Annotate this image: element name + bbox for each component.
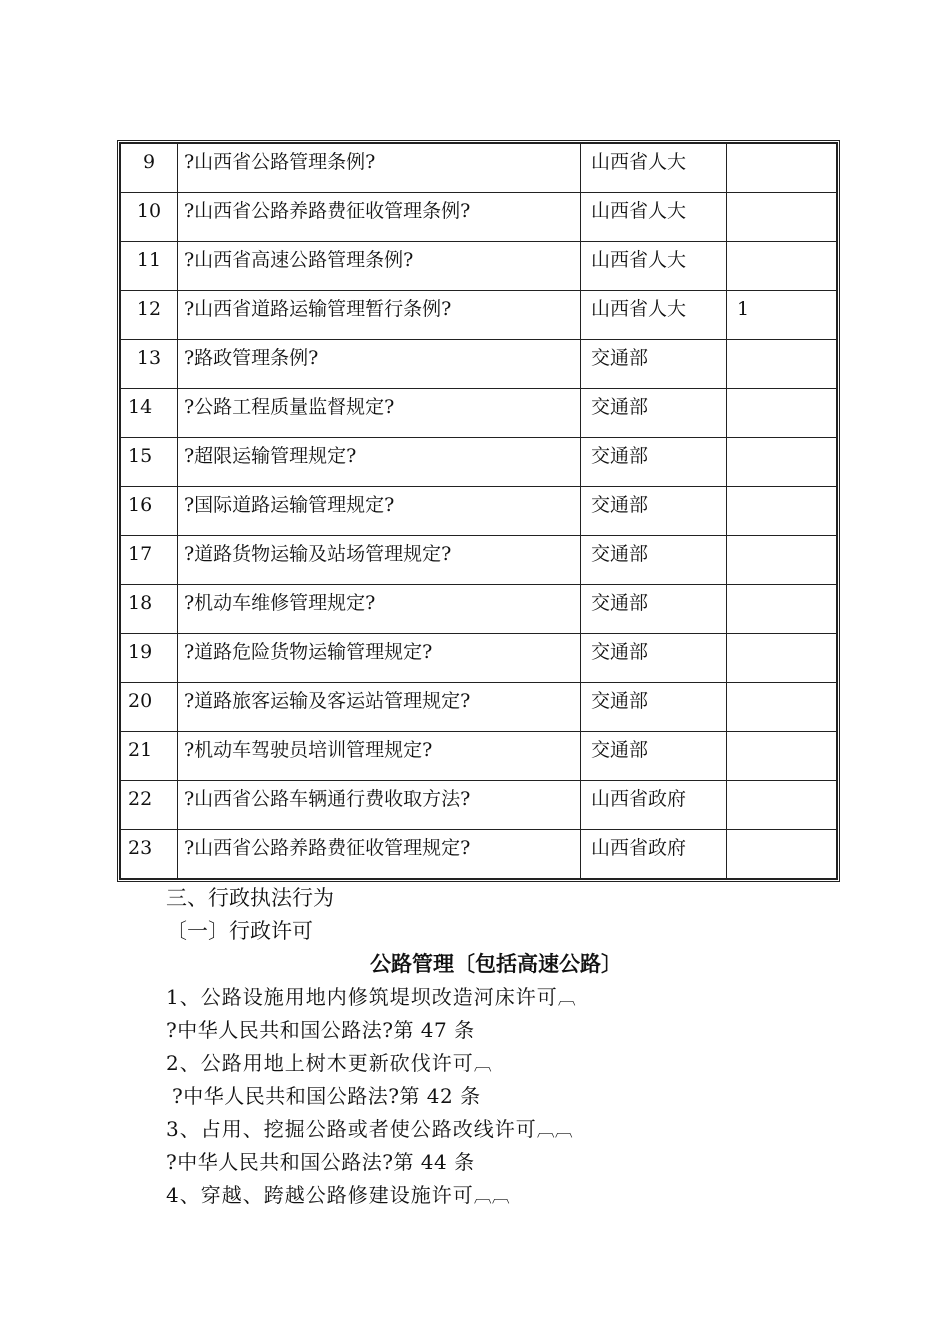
remarks-cell [727, 389, 837, 438]
table-row [121, 585, 837, 634]
regulation-name-cell-text: ?机动车维修管理规定? [184, 592, 376, 613]
remarks-cell [727, 242, 837, 291]
row-number-cell-text: 10 [136, 200, 162, 221]
table-row [121, 487, 837, 536]
regulation-name-cell-text: ?路政管理条例? [184, 347, 319, 368]
regulation-name-cell [178, 634, 581, 683]
regulation-name-cell-text: ?公路工程质量监督规定? [184, 396, 395, 417]
regulation-name-cell-text: ?道路危险货物运输管理规定? [184, 641, 433, 662]
remarks-cell [727, 585, 837, 634]
table-row [121, 634, 837, 683]
list-item-mark: ︹︹ [473, 1186, 510, 1207]
row-number-cell [121, 683, 178, 732]
regulation-name-cell-text: ?山西省高速公路管理条例? [184, 249, 414, 270]
regulation-name-cell [178, 487, 581, 536]
list-item-text: 4、穿越、跨越公路修建设施许可 [166, 1183, 474, 1207]
remarks-cell [727, 781, 837, 830]
row-number-cell-text: 21 [128, 739, 153, 760]
issuing-body-cell-text: 交通部 [591, 543, 649, 564]
row-number-cell-text: 16 [128, 494, 153, 515]
regulation-name-cell [178, 242, 581, 291]
list-item-text: 3、占用、挖掘公路或者使公路改线许可 [166, 1117, 537, 1141]
table-row [121, 438, 837, 487]
table-body [121, 144, 837, 879]
table-row [121, 683, 837, 732]
remarks-cell-text: 1 [737, 298, 750, 319]
issuing-body-cell-text: 山西省政府 [591, 788, 687, 809]
section-heading: 三、行政执法行为 [166, 886, 334, 910]
remarks-cell [727, 536, 837, 585]
row-number-cell [121, 634, 178, 683]
regulation-name-cell [178, 340, 581, 389]
row-number-cell [121, 340, 178, 389]
issuing-body-cell [581, 340, 727, 389]
table-row [121, 830, 837, 879]
remarks-cell-text [727, 781, 836, 789]
row-number-cell-text: 23 [128, 837, 153, 858]
remarks-cell-text [727, 487, 836, 495]
row-number-cell [121, 487, 178, 536]
table-row [121, 340, 837, 389]
table-row [121, 242, 837, 291]
table-row [121, 144, 837, 193]
remarks-cell [727, 487, 837, 536]
remarks-cell [727, 193, 837, 242]
row-number-cell-text: 22 [128, 788, 153, 809]
regulation-name-cell-text: ?山西省公路车辆通行费收取方法? [184, 788, 471, 809]
regulation-name-cell [178, 438, 581, 487]
issuing-body-cell [581, 487, 727, 536]
remarks-cell-text [727, 389, 836, 397]
remarks-cell [727, 634, 837, 683]
remarks-cell [727, 830, 837, 879]
issuing-body-cell-text: 交通部 [591, 445, 649, 466]
row-number-cell [121, 585, 178, 634]
issuing-body-cell [581, 144, 727, 193]
regulation-name-cell [178, 291, 581, 340]
issuing-body-cell-text: 山西省人大 [591, 151, 687, 172]
remarks-cell-text [727, 340, 836, 348]
row-number-cell-text: 14 [128, 396, 153, 417]
table-row [121, 193, 837, 242]
table-row [121, 781, 837, 830]
regulation-name-cell [178, 585, 581, 634]
issuing-body-cell-text: 山西省人大 [591, 249, 687, 270]
list-item-text: 1、公路设施用地内修筑堤坝改造河床许可 [166, 985, 558, 1009]
table-row [121, 536, 837, 585]
enforcement-section [166, 882, 806, 1212]
issuing-body-cell-text: 交通部 [591, 494, 649, 515]
regulation-name-cell [178, 830, 581, 879]
remarks-cell-text [727, 193, 836, 201]
issuing-body-cell [581, 291, 727, 340]
issuing-body-cell-text: 交通部 [591, 690, 649, 711]
regulation-name-cell [178, 193, 581, 242]
regulation-name-cell-text: ?山西省公路养路费征收管理规定? [184, 837, 471, 858]
row-number-cell-text: 15 [128, 445, 153, 466]
row-number-cell [121, 144, 178, 193]
issuing-body-cell-text: 交通部 [591, 347, 649, 368]
remarks-cell-text [727, 683, 836, 691]
issuing-body-cell [581, 683, 727, 732]
remarks-cell [727, 144, 837, 193]
row-number-cell-text: 9 [142, 151, 156, 172]
issuing-body-cell [581, 781, 727, 830]
regulation-name-cell [178, 683, 581, 732]
row-number-cell [121, 389, 178, 438]
regulation-name-cell [178, 144, 581, 193]
list-item-citation: ?中华人民共和国公路法?第 47 条 [166, 1018, 475, 1042]
table-row [121, 291, 837, 340]
row-number-cell-text: 19 [128, 641, 153, 662]
regulations-table-grid [120, 143, 837, 879]
remarks-cell-text [727, 732, 836, 740]
regulation-name-cell-text: ?国际道路运输管理规定? [184, 494, 395, 515]
regulation-name-cell-text: ?山西省公路管理条例? [184, 151, 376, 172]
remarks-cell [727, 732, 837, 781]
table-row [121, 732, 837, 781]
table-row [121, 389, 837, 438]
list-item-citation: ?中华人民共和国公路法?第 42 条 [172, 1084, 481, 1108]
regulation-name-cell-text: ?道路货物运输及站场管理规定? [184, 543, 452, 564]
list-item [166, 981, 806, 1014]
list-item [166, 1179, 806, 1212]
issuing-body-cell-text: 交通部 [591, 592, 649, 613]
remarks-cell-text [727, 830, 836, 838]
row-number-cell [121, 438, 178, 487]
issuing-body-cell-text: 交通部 [591, 641, 649, 662]
issuing-body-cell [581, 438, 727, 487]
remarks-cell [727, 291, 837, 340]
issuing-body-cell [581, 193, 727, 242]
row-number-cell [121, 536, 178, 585]
row-number-cell [121, 732, 178, 781]
regulation-name-cell [178, 536, 581, 585]
row-number-cell [121, 193, 178, 242]
row-number-cell [121, 830, 178, 879]
regulation-name-cell [178, 781, 581, 830]
list-item-mark: ︹ [473, 1054, 492, 1075]
list-item-mark: ︹︹ [536, 1120, 573, 1141]
regulation-name-cell-text: ?山西省道路运输管理暂行条例? [184, 298, 452, 319]
row-number-cell [121, 242, 178, 291]
issuing-body-cell [581, 830, 727, 879]
regulation-name-cell-text: ?道路旅客运输及客运站管理规定? [184, 690, 471, 711]
regulation-name-cell [178, 732, 581, 781]
list-item-citation: ?中华人民共和国公路法?第 44 条 [166, 1150, 475, 1174]
issuing-body-cell [581, 242, 727, 291]
remarks-cell-text [727, 438, 836, 446]
issuing-body-cell-text: 交通部 [591, 396, 649, 417]
issuing-body-cell [581, 389, 727, 438]
regulation-name-cell-text: ?山西省公路养路费征收管理条例? [184, 200, 471, 221]
issuing-body-cell-text: 山西省人大 [591, 298, 687, 319]
row-number-cell [121, 291, 178, 340]
row-number-cell-text: 18 [128, 592, 153, 613]
issuing-body-cell-text: 山西省人大 [591, 200, 687, 221]
issuing-body-cell-text: 山西省政府 [591, 837, 687, 858]
regulation-name-cell [178, 389, 581, 438]
row-number-cell-text: 12 [136, 298, 162, 319]
list-item-mark: ︹ [557, 988, 576, 1009]
remarks-cell [727, 438, 837, 487]
remarks-cell-text [727, 242, 836, 250]
issuing-body-cell [581, 634, 727, 683]
row-number-cell-text: 13 [136, 347, 162, 368]
section-title: 公路管理〔包括高速公路〕 [370, 952, 622, 976]
row-number-cell [121, 781, 178, 830]
remarks-cell-text [727, 634, 836, 642]
issuing-body-cell [581, 732, 727, 781]
remarks-cell [727, 683, 837, 732]
regulation-name-cell-text: ?超限运输管理规定? [184, 445, 357, 466]
row-number-cell-text: 11 [136, 249, 162, 270]
remarks-cell-text [727, 536, 836, 544]
remarks-cell-text [727, 585, 836, 593]
issuing-body-cell [581, 585, 727, 634]
row-number-cell-text: 20 [128, 690, 153, 711]
issuing-body-cell-text: 交通部 [591, 739, 649, 760]
issuing-body-cell [581, 536, 727, 585]
remarks-cell [727, 340, 837, 389]
list-item-text: 2、公路用地上树木更新砍伐许可 [166, 1051, 474, 1075]
section-subheading: 〔一〕行政许可 [166, 919, 313, 943]
regulations-table [117, 140, 840, 882]
list-item [166, 1113, 806, 1146]
row-number-cell-text: 17 [128, 543, 153, 564]
remarks-cell-text [727, 144, 836, 152]
list-item [166, 1047, 806, 1080]
regulation-name-cell-text: ?机动车驾驶员培训管理规定? [184, 739, 433, 760]
